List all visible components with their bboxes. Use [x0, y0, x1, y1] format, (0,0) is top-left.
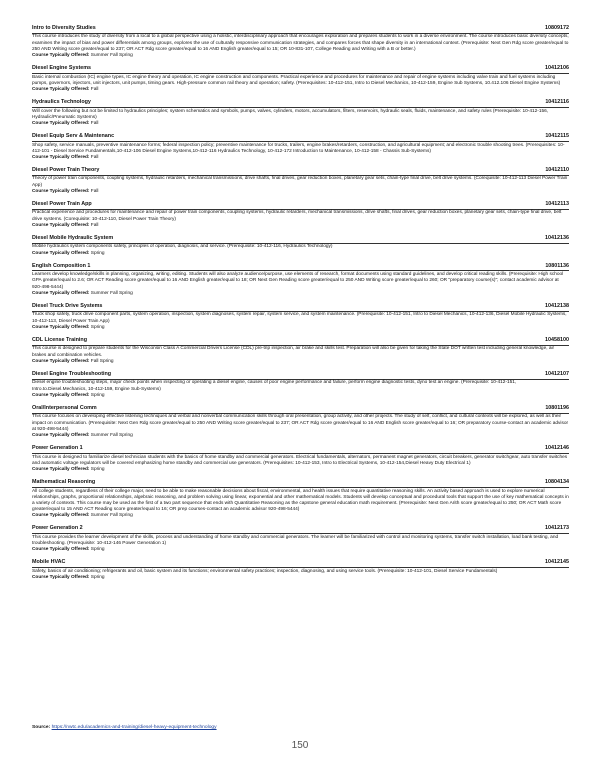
course-description: This course is designed to familiarize diesel technician students with the basics of home standby and commercial generators. Electrical fundamentals, alternators, permanent magnet generators, circuit breakers, generator switchgear, auto transfer switches and automatic voltage regulators will be covered emphasizing home standby and commercial use generators. (Prerequisites: 10-412-153, Intro to Electrical Systems, 10-412-154,Diesel Heavy Duty Electrical 1): [32, 454, 568, 466]
course-header: [32, 337, 569, 346]
course-offered: [32, 359, 569, 365]
offered-terms: Spring: [90, 324, 105, 330]
course-description: This course is designed to prepare students for the Wisconsin Class A Commercial Drivers License (CDL) pre-trip inspection, air brake and skills test. Preparation will also be given for taking the State DOT written test including general knowledge, air brakes and combination vehicles.: [32, 346, 555, 358]
offered-terms: Fall: [90, 86, 99, 92]
course-offered: [32, 53, 569, 59]
course-entry: [32, 525, 569, 553]
course-header: [32, 371, 569, 380]
course-code: 10412138: [545, 303, 569, 310]
offered-label: Course Typically Offered:: [32, 432, 90, 438]
course-title: Mathematical Reasoning: [32, 479, 96, 486]
course-description: Basic internal combustion (IC) engine types, IC engine theory and operation, IC engine construction and components. Practical experience and procedures for maintenance and repair of engine systems including valve train and fuel systems including pumps, governors, injectors, unit injectors, unit pumps, timing gears. High-pressure common rail theory and operation; safety. (Prerequisites: 10-412-151, Intro to Diesel Mechanics, 10-412-159, Engine Sub Systems, 10.412.106 Diesel Engine Systems): [32, 74, 561, 86]
course-entry: [32, 303, 569, 331]
course-code: 10412110: [545, 167, 569, 174]
course-description: Mobile hydraulics system components safety, principles of operation, diagnosis, and service. (Prerequisite: 10-412-116, Hydraulics Technology): [32, 244, 333, 250]
course-code: 10458100: [545, 337, 569, 344]
course-description: All college students, regardless of their college major, need to be able to make reasonable decisions about fiscal, environmental, and health issues that require quantitative reasoning skills. An activity based approach is used to explore numerical relationships, graphs, proportional relationships, algebraic reasoning, and problem solving using linear, exponential and other mathematical models. Students will develop conceptual and procedural tools that support the use of key mathematical concepts in a variety of contexts. This course may be used as the first of a two part sequence that ends with Quantitative Reasoning as the capstone general education math requirement. (Prerequisite: Next Gen Arith score greater/equal to 250; OR ACT Math score greater/equal to 15 AND ACT Reading score greater/equal to 16; OR prep courses-contact an academic advisor 920-498-5444): [32, 488, 569, 512]
course-title: Mobile HVAC: [32, 559, 66, 566]
offered-label: Course Typically Offered:: [32, 154, 90, 160]
course-code: 10412115: [545, 133, 569, 140]
course-description: This course introduces the study of diversity from a local to a global perspective using a holistic, interdisciplinary approach that encourages exploration and prepares students to work in a diverse environment. The course introduces basic diversity concepts, examines the impact of bias and power differentials among groups, explores the use of culturally responsive communication strategies, and compares forces that shape diversity in an international context. (Prerequisite: Next Gen Rdg score greater/equal to 250 AND Writing score greater/equal to 237; OR ACT Rdg score greater/equal to 16 AND English greater/equal to 15; OR 10-831-107, College Reading and Writing with a B or better.): [32, 34, 569, 52]
offered-terms: Summer Fall Spring: [90, 52, 133, 58]
course-title: Diesel Truck Drive Systems: [32, 303, 103, 310]
course-header: [32, 303, 569, 312]
offered-label: Course Typically Offered:: [32, 188, 90, 194]
course-offered: [32, 575, 569, 581]
offered-label: Course Typically Offered:: [32, 52, 90, 58]
page-number: 150: [291, 740, 309, 751]
offered-label: Course Typically Offered:: [32, 86, 90, 92]
course-description: This course provides the learner development of the skills, process and understanding of home standby and commercial generators. The learner will be familiarized with control and monitoring systems, transfer switch installation, load bank testing, and troubleshooting. (Prerequisite: 10-412-146 Power Generation 1): [32, 534, 559, 546]
course-description: Diesel engine troubleshooting steps, major check points when inspecting or operating a diesel engine, causes of poor engine performance and failure, perform engine diagnostic tests, dyno test an engine. (Prerequisite: 10-412-151, Intro.to.Diesel.Mechanics, 10-412-159, Engine Sub-Systems): [32, 380, 517, 392]
course-description: Shop safety, service manuals, preventive maintenance forms; federal inspection policy; preventive maintenance for trucks, trailers, engine brakes/retarders, construction, and agricultural equipment; and electronic trouble shooting trees. (Prerequisites: 10-412-101 - Diesel Service Fundamentals,10-412-106 Diesel Engine Systems,10-412-116 Hydraulics Technology, 10-412-172 Introduction to Maintenance, 10-412-158 - Chassis Sub-Systems): [32, 142, 565, 154]
course-offered: [32, 513, 569, 519]
offered-label: Course Typically Offered:: [32, 222, 90, 228]
course-offered: [32, 121, 569, 127]
course-code: 10801196: [545, 404, 569, 411]
offered-terms: Fall: [90, 188, 99, 194]
course-offered: [32, 547, 569, 553]
course-entry: [32, 445, 569, 473]
offered-terms: Spring: [90, 466, 105, 472]
course-code: 10412116: [545, 99, 569, 106]
course-entry: [32, 405, 569, 439]
course-title: English Composition 1: [32, 262, 91, 269]
course-entry: [32, 337, 569, 365]
offered-terms: Fall Spring: [90, 358, 114, 364]
course-title: Diesel Mobile Hydraulic System: [32, 235, 114, 242]
course-header: [32, 99, 569, 108]
course-title: Diesel Engine Systems: [32, 65, 92, 72]
course-header: [32, 263, 569, 272]
course-title: CDL License Training: [32, 337, 88, 344]
course-entry: [32, 65, 569, 93]
course-description: Theory of power train components, coupling systems, hydraulic retarders, mechanical transmissions, drive shafts, final drives, gear reduction boxes, planetary gear sets, chain-type final drive, belt drive systems. (Corequisite: 10-412-113 Diesel Power Train App): [32, 176, 568, 188]
course-code: 10412145: [545, 559, 569, 566]
course-title: Diesel Power Train App: [32, 201, 92, 208]
course-code: 10412146: [545, 445, 569, 452]
course-list: [32, 25, 569, 587]
course-header: [32, 25, 569, 34]
offered-label: Course Typically Offered:: [32, 120, 90, 126]
offered-label: Course Typically Offered:: [32, 324, 90, 330]
offered-label: Course Typically Offered:: [32, 392, 90, 398]
course-entry: [32, 201, 569, 229]
offered-terms: Spring: [90, 392, 105, 398]
course-title: Power Generation 2: [32, 525, 83, 532]
course-entry: [32, 479, 569, 519]
course-offered: [32, 251, 569, 257]
course-offered: [32, 87, 569, 93]
course-description: Truck shop safety, truck drive component parts, system operation, inspection, system diagnoses, system repair, system service, and system maintenance. (Prerequisite: 10-412-151, Intro to Diesel Mechanics, 10-412-136, Diesel Mobile Hydraulic Systems, 10-412-113, Diesel Power Train App): [32, 312, 567, 324]
course-code: 10804134: [545, 479, 569, 486]
course-header: [32, 201, 569, 210]
course-offered: [32, 155, 569, 161]
offered-label: Course Typically Offered:: [32, 574, 90, 580]
course-code: 10412107: [545, 371, 569, 377]
course-entry: [32, 559, 569, 581]
course-title: Hydraulics Technology: [32, 99, 91, 106]
offered-terms: Summer Fall Spring: [90, 432, 133, 438]
offered-label: Course Typically Offered:: [32, 466, 90, 472]
offered-terms: Summer Fall Spring: [90, 513, 133, 519]
course-offered: [32, 467, 569, 473]
offered-terms: Fall: [90, 154, 99, 160]
course-entry: [32, 167, 569, 195]
offered-label: Course Typically Offered:: [32, 358, 90, 364]
offered-label: Course Typically Offered:: [32, 547, 90, 553]
course-offered: [32, 325, 569, 331]
course-offered: [32, 189, 569, 195]
course-code: 10801136: [545, 262, 569, 269]
course-code: 10412173: [545, 525, 569, 532]
source-label: Source:: [32, 725, 51, 730]
offered-label: Course Typically Offered:: [32, 513, 90, 519]
course-entry: [32, 371, 569, 399]
course-header: [32, 559, 569, 568]
course-code: 10412106: [545, 65, 569, 72]
course-title: Oral/Interpersonal Comm: [32, 404, 97, 411]
course-title: Diesel Power Train Theory: [32, 167, 100, 174]
offered-label: Course Typically Offered:: [32, 290, 90, 296]
course-header: [32, 479, 569, 488]
course-header: [32, 167, 569, 176]
course-description: Learners develop knowledge/skills in planning, organizing, writing, editing. Students will also analyze audience/purpose, use elements of research, format documents using standard guidelines, and develop critical reading skills. (Prerequisite: High school GPA greater/equal to 2.6; OR ACT Reading score greater/equal to 16 AND English greater/equal to 18; OR Next Gen Reading score greater/equal to 250 AND Writing score greater/equal to 260; OR "preparatory course(s)"; contact academic advisor at 920-498-5444): [32, 272, 564, 290]
course-entry: [32, 133, 569, 161]
course-description: This course focuses on developing effective listening techniques and verbal and nonverbal communication skills through oral presentation, group activity, and other projects. The study of self, conflict, and cultural contexts will be explored, as well as their impact on communication. (Prerequisite: Next Gen Rdg score greater/equal to 250 AND Writing score greater/equal to 237; OR ACT Rdg score greater/equal to 16 AND English score greater/equal to 16; OR preparatory course-contact an academic advisor at 920-498-5444): [32, 414, 569, 432]
course-code: 10412136: [545, 235, 569, 242]
course-offered: [32, 393, 569, 399]
offered-label: Course Typically Offered:: [32, 250, 90, 256]
offered-terms: Spring: [90, 574, 105, 580]
source-link[interactable]: https://nwtc.edu/academics-and-training/diesel-heavy-equipment-technology: [51, 725, 217, 730]
course-code: 10412113: [545, 201, 569, 208]
course-header: [32, 133, 569, 142]
course-header: [32, 65, 569, 74]
course-title: Intro to Diversity Studies: [32, 25, 96, 31]
source-line: [32, 725, 217, 731]
course-title: Diesel Equip Serv & Maintenanc: [32, 133, 115, 140]
course-title: Diesel Engine Troubleshooting: [32, 371, 112, 377]
course-entry: [32, 235, 569, 257]
course-header: [32, 235, 569, 244]
offered-terms: Spring: [90, 547, 105, 553]
course-entry: [32, 263, 569, 297]
course-offered: [32, 223, 569, 229]
course-description: Safety, basics of air conditioning; refrigerants and oil, basic system and its functions; environmental safety practices; inspection, diagnosing, and using service tools. (Prerequisite: 10-412-101, Diesel Service Fundamentals): [32, 568, 498, 574]
offered-terms: Spring: [90, 250, 105, 256]
course-description: Practical experience and procedures for maintenance and repair of power train components, coupling systems, hydraulic retarders, mechanical transmissions, drive shafts, final drives, gear reduction boxes, planetary gear sets, chain-type final drive, belt drive systems. (Corequisite: 10-412-110, Diesel Power Train Theory): [32, 210, 562, 222]
course-description: Will cover the following but not be limited to hydraulics principles; system schematics and symbols, pumps, valves, cylinders, motors, accumulators, filters, reservoirs, hydraulic seals, fluids, maintenance, and safety rules (Prerequisite: 10-412-156, Hydraulic/Pneumatic Systems): [32, 108, 549, 120]
offered-terms: Summer Fall Spring: [90, 290, 133, 296]
course-entry: [32, 99, 569, 127]
course-header: [32, 405, 569, 414]
course-code: 10809172: [545, 25, 569, 31]
offered-terms: Fall: [90, 222, 99, 228]
offered-terms: Fall: [90, 120, 99, 126]
course-header: [32, 445, 569, 454]
course-offered: [32, 291, 569, 297]
course-title: Power Generation 1: [32, 445, 83, 452]
course-header: [32, 525, 569, 534]
course-entry: [32, 25, 569, 59]
course-offered: [32, 433, 569, 439]
